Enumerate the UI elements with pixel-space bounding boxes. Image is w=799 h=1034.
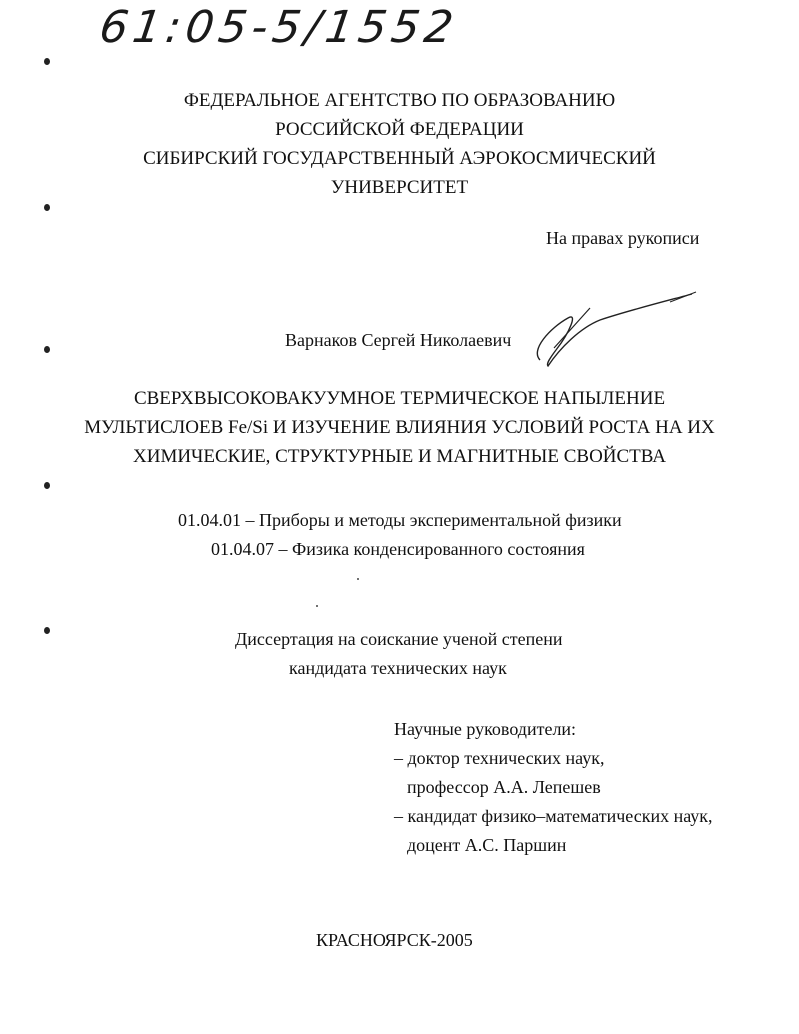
thesis-title-line: ХИМИЧЕСКИЕ, СТРУКТУРНЫЕ И МАГНИТНЫЕ СВОЙСТВА — [133, 446, 666, 467]
manuscript-note: На правах рукописи — [546, 228, 700, 248]
author-name: Варнаков Сергей Николаевич — [285, 330, 512, 350]
agency-header — [0, 86, 799, 202]
dissertation-line: Диссертация на соискание ученой степени — [235, 629, 563, 649]
specialty-line: 01.04.01 – Приборы и методы экспериментальной физики — [178, 510, 622, 530]
city-year: КРАСНОЯРСК-2005 — [316, 930, 473, 950]
supervisor-line: – доктор технических наук, — [394, 748, 605, 768]
agency-line: ФЕДЕРАЛЬНОЕ АГЕНТСТВО ПО ОБРАЗОВАНИЮ — [183, 90, 616, 111]
agency-line: УНИВЕРСИТЕТ — [330, 177, 469, 198]
binding-hole-mark — [44, 58, 50, 65]
supervisor-line: – кандидат физико–математических наук, — [394, 806, 713, 826]
handwritten-registration-number: 61:05-5/1552 — [96, 2, 462, 53]
thesis-title — [0, 384, 799, 471]
supervisor-line: доцент А.С. Паршин — [407, 835, 567, 855]
agency-line: СИБИРСКИЙ ГОСУДАРСТВЕННЫЙ АЭРОКОСМИЧЕСКИЙ — [143, 148, 656, 169]
binding-hole-mark — [44, 346, 50, 353]
binding-hole-mark — [44, 482, 50, 489]
specialty-line: 01.04.07 – Физика конденсированного состояния — [211, 539, 585, 559]
binding-hole-mark — [44, 627, 50, 634]
binding-hole-mark — [44, 204, 50, 211]
supervisors-heading: Научные руководители: — [394, 719, 577, 739]
supervisor-line: профессор А.А. Лепешев — [407, 777, 601, 797]
scan-speck — [316, 605, 318, 607]
signature-image — [520, 288, 710, 373]
thesis-title-line: МУЛЬТИСЛОЕВ Fe/Si И ИЗУЧЕНИЕ ВЛИЯНИЯ УСЛОВИЙ РОСТА НА ИХ — [84, 417, 715, 438]
thesis-title-line: СВЕРХВЫСОКОВАКУУМНОЕ ТЕРМИЧЕСКОЕ НАПЫЛЕНИЕ — [133, 388, 666, 409]
agency-line: РОССИЙСКОЙ ФЕДЕРАЦИИ — [275, 119, 524, 140]
dissertation-line: кандидата технических наук — [289, 658, 507, 678]
scan-speck — [357, 578, 359, 580]
